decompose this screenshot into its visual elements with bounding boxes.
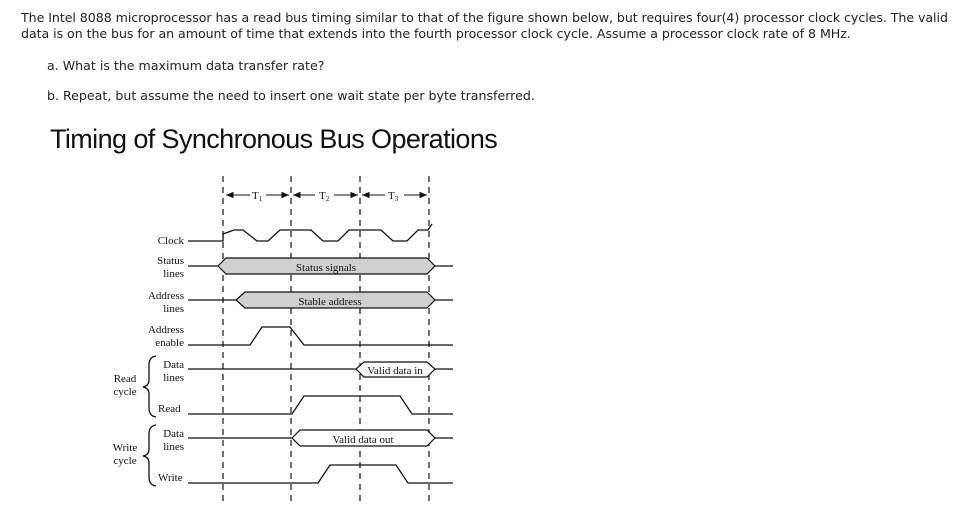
figure-title: Timing of Synchronous Bus Operations xyxy=(50,124,498,154)
question-part-b: b. Repeat, but assume the need to insert one wait state per byte transferred. xyxy=(47,88,535,103)
read-signal-label: Read xyxy=(158,403,181,415)
period-t1-label: T1 xyxy=(252,190,263,203)
clock-grid-lines xyxy=(223,176,429,505)
write-signal-label: Write xyxy=(158,472,183,484)
address-enable-waveform xyxy=(188,327,453,345)
read-cycle-label-line2: cycle xyxy=(113,386,137,398)
write-waveform xyxy=(188,465,453,483)
address-label-line1: Address xyxy=(147,290,184,302)
period-t2-label: T2 xyxy=(319,190,330,203)
write-cycle-label-line2: cycle xyxy=(113,455,137,467)
write-cycle-brace xyxy=(143,425,156,486)
read-data-label-line1: Data xyxy=(163,359,184,371)
address-enable-label-line1: Address xyxy=(147,324,184,336)
status-label-line2: lines xyxy=(163,268,184,280)
write-data-label-line2: lines xyxy=(163,441,184,453)
read-waveform xyxy=(188,396,453,414)
valid-data-out-band-label: Valid data out xyxy=(332,434,394,446)
clock-waveform xyxy=(188,224,432,241)
read-cycle-label-line1: Read xyxy=(113,373,137,385)
clock-label: Clock xyxy=(157,235,184,247)
read-data-label-line2: lines xyxy=(163,372,184,384)
write-data-label-line1: Data xyxy=(163,428,184,440)
address-label-line2: lines xyxy=(163,303,184,315)
status-signals-band-label: Status signals xyxy=(295,262,357,274)
read-cycle-brace xyxy=(143,356,156,417)
stable-address-band-label: Stable address xyxy=(298,296,362,308)
write-cycle-label-line1: Write xyxy=(112,442,138,454)
question-part-a: a. What is the maximum data transfer rate? xyxy=(47,58,325,73)
period-t3-label: T3 xyxy=(388,190,399,203)
status-label-line1: Status xyxy=(157,255,184,267)
address-enable-label-line2: enable xyxy=(155,337,184,349)
question-text: The Intel 8088 microprocessor has a read bus timing similar to that of the figure shown below, but requires four(4) processor clock cycles. The valid data is on the bus for an amount of time that extends into the fourth processor clock cycle. Assume a processor clock rate of 8 MHz. xyxy=(21,10,948,41)
valid-data-in-band-label: Valid data in xyxy=(367,365,423,377)
